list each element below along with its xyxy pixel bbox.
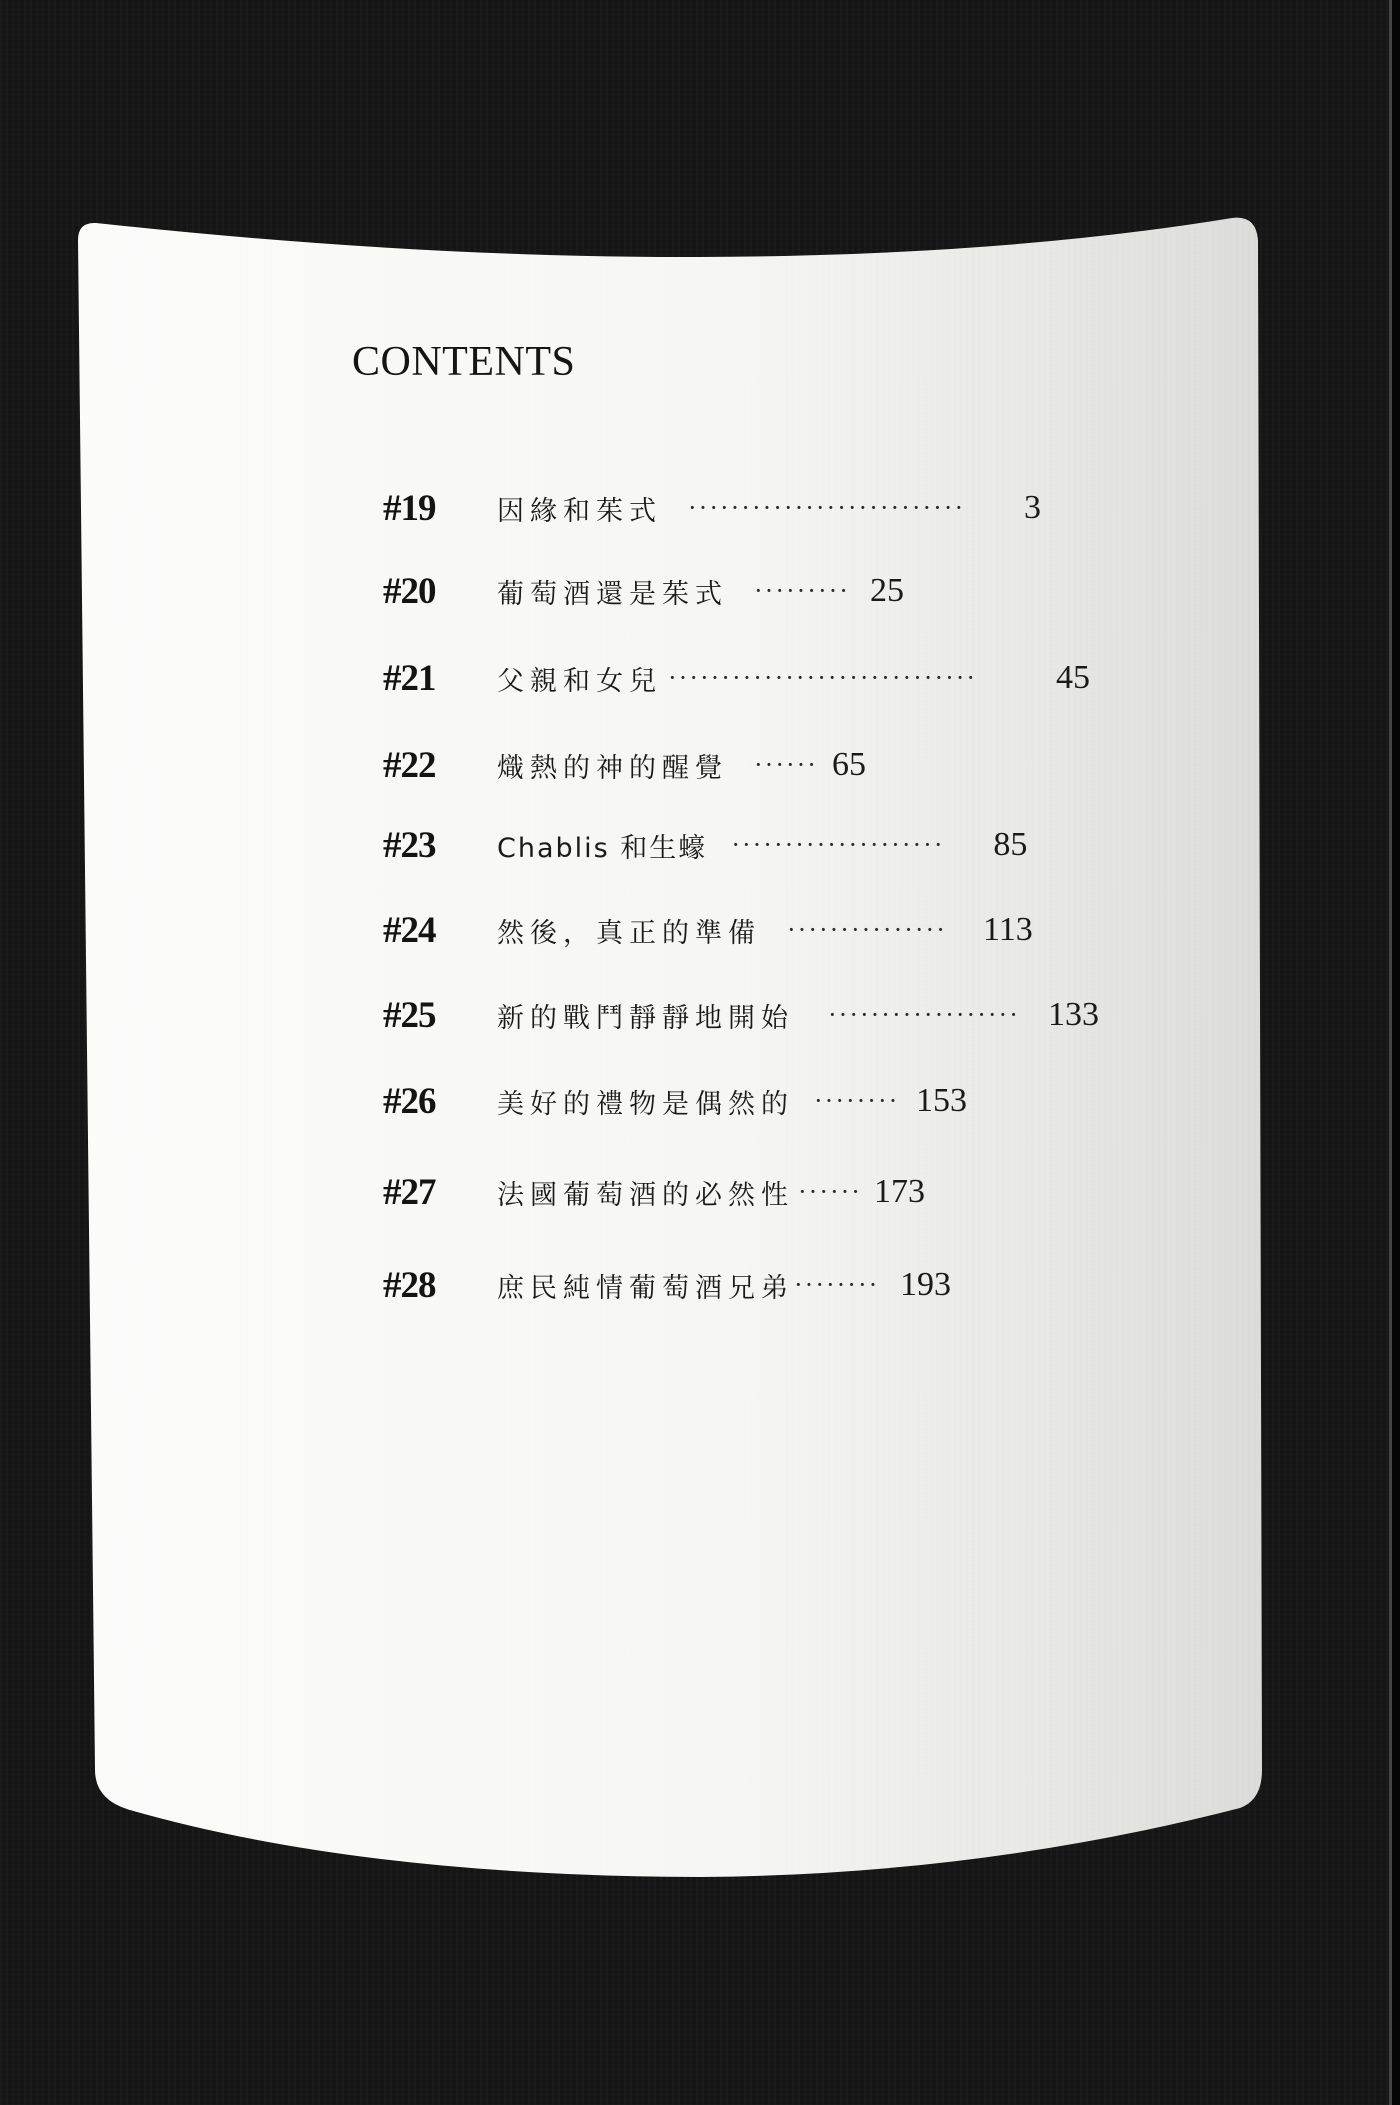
toc-entry[interactable] — [383, 906, 1033, 954]
page-number: 65 — [832, 746, 866, 783]
dot-leader: ········· — [754, 576, 850, 605]
chapter-number: #28 — [383, 1264, 436, 1306]
chapter-number: #22 — [383, 744, 436, 786]
chapter-number: #21 — [383, 657, 436, 699]
toc-entry[interactable] — [383, 1261, 951, 1309]
chapter-title: 然後，真正的準備 — [497, 917, 761, 949]
dot-leader: ····························· — [668, 663, 978, 692]
page-number: 133 — [1048, 996, 1099, 1033]
chapter-number: #19 — [383, 487, 436, 529]
chapter-title: 因緣和茱式 — [497, 495, 662, 527]
dot-leader: ·························· — [688, 493, 966, 522]
chapter-number: #25 — [383, 994, 436, 1036]
toc-entry[interactable] — [383, 1168, 925, 1216]
page-number: 153 — [916, 1082, 967, 1119]
chapter-number: #26 — [383, 1080, 436, 1122]
page-number: 193 — [900, 1266, 951, 1303]
page-number: 3 — [1024, 489, 1041, 526]
page-number: 173 — [874, 1173, 925, 1210]
chapter-title: 法國葡萄酒的必然性 — [497, 1179, 794, 1211]
toc-heading: CONTENTS — [352, 339, 576, 385]
toc-entry[interactable] — [383, 484, 1041, 532]
page-number: 85 — [993, 826, 1028, 863]
dot-leader: ········ — [794, 1270, 880, 1299]
toc-entry[interactable] — [383, 567, 904, 615]
chapter-title: 新的戰鬥靜靜地開始 — [497, 1002, 794, 1034]
dot-leader: ········ — [814, 1086, 900, 1115]
toc-entry[interactable] — [383, 991, 1099, 1039]
dot-leader: ··············· — [787, 915, 947, 944]
dot-leader: ······ — [798, 1177, 862, 1206]
page-number: 113 — [983, 911, 1033, 948]
chapter-title: 葡萄酒還是茱式 — [497, 578, 728, 610]
chapter-title: 庶民純情葡萄酒兄弟 — [497, 1272, 794, 1304]
chapter-title: 美好的禮物是偶然的 — [497, 1088, 794, 1120]
page-number: 45 — [1056, 659, 1090, 696]
chapter-number: #27 — [383, 1171, 436, 1213]
dot-leader: ······ — [754, 750, 818, 779]
chapter-title: Chablis 和生蠔 — [497, 832, 708, 864]
dot-leader: ···················· — [731, 830, 945, 859]
chapter-number: #23 — [383, 824, 436, 866]
chapter-title: 父親和女兒 — [497, 665, 662, 697]
page-number: 25 — [870, 572, 904, 609]
chapter-number: #24 — [383, 909, 436, 951]
chapter-title: 熾熱的神的醒覺 — [497, 752, 728, 784]
toc-entry[interactable] — [383, 821, 1027, 869]
chapter-number: #20 — [383, 570, 436, 612]
toc-entry[interactable] — [383, 654, 1090, 702]
toc-entry[interactable] — [383, 1077, 967, 1125]
toc-entry[interactable] — [383, 741, 866, 789]
dot-leader: ·················· — [828, 1000, 1020, 1029]
